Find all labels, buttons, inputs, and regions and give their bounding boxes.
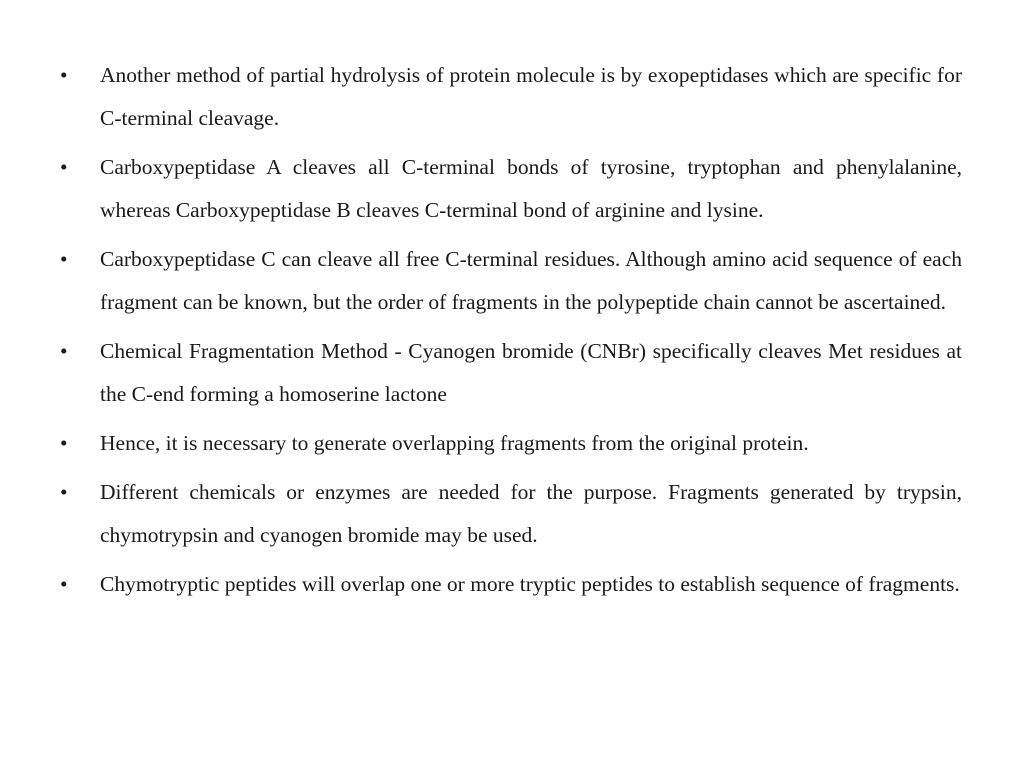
bullet-item <box>60 238 962 324</box>
bullet-icon: • <box>60 572 68 596</box>
bullet-icon: • <box>60 480 68 504</box>
bullet-item <box>60 146 962 232</box>
bullet-text: Hence, it is necessary to generate overlapping fragments from the original protein. <box>100 431 809 455</box>
bullet-icon: • <box>60 431 68 455</box>
bullet-text: Carboxypeptidase A cleaves all C-terminal bonds of tyrosine, tryptophan and phenylalanine, whereas Carboxypeptidase B cleaves C-terminal bond of arginine and lysine. <box>100 155 962 222</box>
bullet-item <box>60 471 962 557</box>
bullet-item <box>60 563 962 606</box>
bullet-icon: • <box>60 155 68 179</box>
bullet-text: Chemical Fragmentation Method - Cyanogen bromide (CNBr) specifically cleaves Met residues at the C-end forming a homoserine lactone <box>100 339 962 406</box>
bullet-text: Different chemicals or enzymes are needed for the purpose. Fragments generated by trypsin, chymotrypsin and cyanogen bromide may be used. <box>100 480 962 547</box>
bullet-text: Chymotryptic peptides will overlap one or more tryptic peptides to establish sequence of fragments. <box>100 572 960 596</box>
bullet-item <box>60 54 962 140</box>
bullet-text: Another method of partial hydrolysis of protein molecule is by exopeptidases which are specific for C-terminal cleavage. <box>100 63 962 130</box>
bullet-icon: • <box>60 339 68 363</box>
bullet-list <box>60 54 962 606</box>
bullet-text: Carboxypeptidase C can cleave all free C-terminal residues. Although amino acid sequence of each fragment can be known, but the order of fragments in the polypeptide chain cannot be ascertained. <box>100 247 962 314</box>
bullet-icon: • <box>60 63 68 87</box>
bullet-icon: • <box>60 247 68 271</box>
bullet-item <box>60 422 962 465</box>
bullet-item <box>60 330 962 416</box>
